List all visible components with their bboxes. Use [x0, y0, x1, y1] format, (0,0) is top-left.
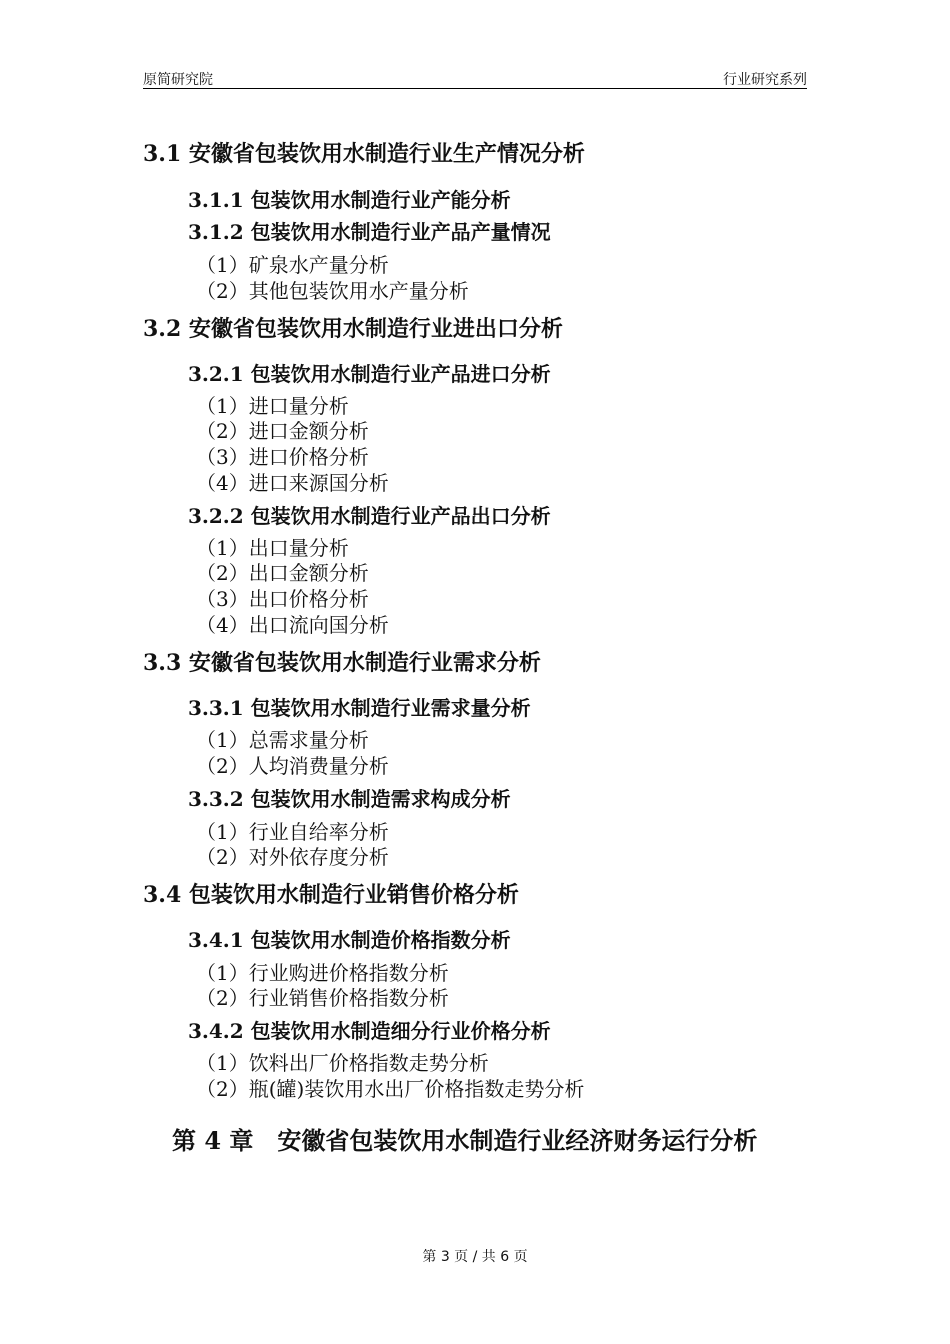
toc-item: （2）出口金额分析 — [196, 561, 369, 585]
toc-item: （1）行业购进价格指数分析 — [196, 961, 449, 985]
toc-item: （1）饮料出厂价格指数走势分析 — [196, 1051, 489, 1075]
section-3-2-2-heading: 3.2.2 包装饮用水制造行业产品出口分析 — [188, 504, 551, 528]
toc-item: （1）矿泉水产量分析 — [196, 253, 389, 277]
section-3-3-2-heading: 3.3.2 包装饮用水制造需求构成分析 — [188, 787, 511, 811]
toc-item: （3）出口价格分析 — [196, 587, 369, 611]
header-series-name: 行业研究系列 — [723, 72, 807, 88]
section-3-1-1-heading: 3.1.1 包装饮用水制造行业产能分析 — [188, 188, 511, 212]
toc-item: （1）出口量分析 — [196, 536, 349, 560]
toc-item: （2）对外依存度分析 — [196, 845, 389, 869]
toc-item: （4）出口流向国分析 — [196, 613, 389, 637]
toc-item: （2）进口金额分析 — [196, 419, 369, 443]
section-3-1-2-heading: 3.1.2 包装饮用水制造行业产品产量情况 — [188, 220, 551, 244]
page-header — [143, 66, 807, 89]
section-3-1-heading: 3.1 安徽省包装饮用水制造行业生产情况分析 — [143, 141, 585, 167]
page-number: 第 3 页 / 共 6 页 — [422, 1249, 528, 1265]
section-3-4-2-heading: 3.4.2 包装饮用水制造细分行业价格分析 — [188, 1019, 551, 1043]
section-3-3-1-heading: 3.3.1 包装饮用水制造行业需求量分析 — [188, 696, 531, 720]
toc-item: （1）总需求量分析 — [196, 728, 369, 752]
section-3-2-1-heading: 3.2.1 包装饮用水制造行业产品进口分析 — [188, 362, 551, 386]
header-org-name: 原简研究院 — [143, 72, 213, 88]
toc-item: （4）进口来源国分析 — [196, 471, 389, 495]
toc-item: （3）进口价格分析 — [196, 445, 369, 469]
toc-item: （2）瓶(罐)装饮用水出厂价格指数走势分析 — [196, 1077, 585, 1101]
section-3-2-heading: 3.2 安徽省包装饮用水制造行业进出口分析 — [143, 316, 563, 342]
section-3-4-heading: 3.4 包装饮用水制造行业销售价格分析 — [143, 882, 519, 908]
chapter-4-heading: 第 4 章 安徽省包装饮用水制造行业经济财务运行分析 — [172, 1126, 758, 1155]
toc-item: （2）其他包装饮用水产量分析 — [196, 279, 469, 303]
toc-item: （1）行业自给率分析 — [196, 820, 389, 844]
section-3-3-heading: 3.3 安徽省包装饮用水制造行业需求分析 — [143, 650, 541, 676]
toc-item: （1）进口量分析 — [196, 394, 349, 418]
toc-item: （2）人均消费量分析 — [196, 754, 389, 778]
section-3-4-1-heading: 3.4.1 包装饮用水制造价格指数分析 — [188, 928, 511, 952]
toc-item: （2）行业销售价格指数分析 — [196, 986, 449, 1010]
